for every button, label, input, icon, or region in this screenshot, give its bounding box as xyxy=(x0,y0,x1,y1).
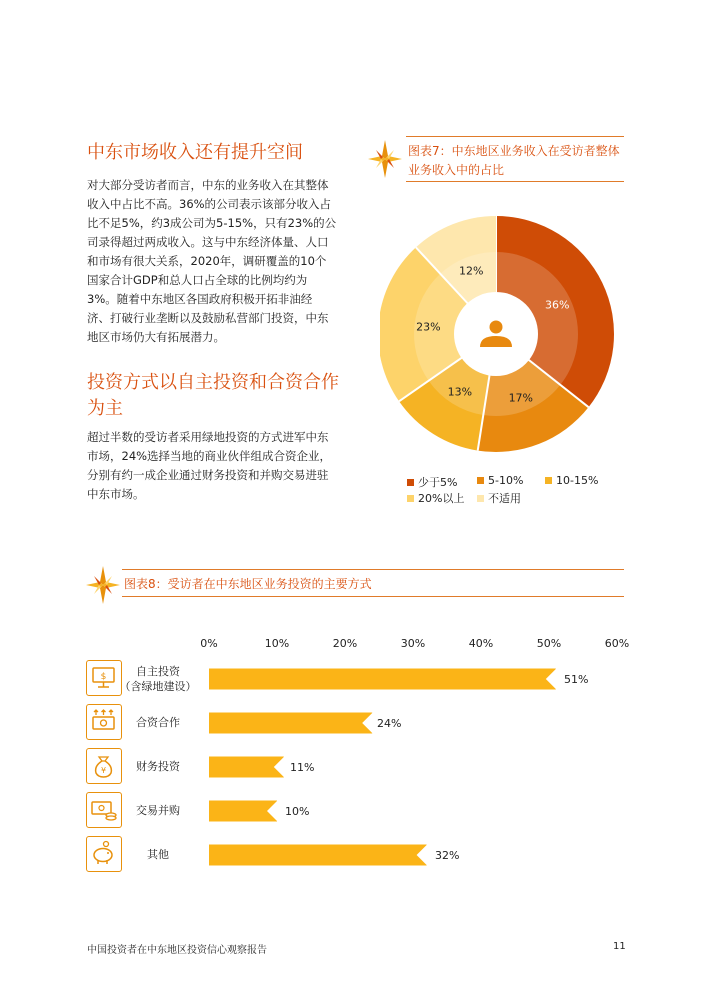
section2-title-line: 投资方式以自主投资和合资合作 xyxy=(87,372,339,393)
footer-page-number: 11 xyxy=(613,941,626,952)
category-label: 其他 xyxy=(147,848,169,861)
bar xyxy=(209,801,277,822)
bar-value-label: 32% xyxy=(435,849,460,862)
legend-label: 10-15% xyxy=(556,474,599,487)
x-tick-label: 30% xyxy=(400,637,426,650)
x-tick-label: 50% xyxy=(536,637,562,650)
category-label-line: （含绿地建设） xyxy=(119,680,197,693)
category-label: 合资合作 xyxy=(136,716,180,729)
section2-line: 超过半数的受访者采用绿地投资的方式进军中东 xyxy=(87,430,329,444)
pie-slice-label: 12% xyxy=(458,264,484,278)
section1-line: 收入中占比不高。36%的公司表示该部分收入占 xyxy=(87,197,332,211)
category-label: 交易并购 xyxy=(136,804,180,817)
bar xyxy=(209,757,284,778)
bar-value-label: 11% xyxy=(290,761,315,774)
bar xyxy=(209,669,556,690)
section2-title-line: 为主 xyxy=(87,398,123,419)
legend-label: 5-10% xyxy=(488,474,524,487)
footer-report-title: 中国投资者在中东地区投资信心观察报告 xyxy=(87,945,267,956)
figure7-title-line: 业务收入中的占比 xyxy=(408,163,505,177)
legend-label: 20%以上 xyxy=(418,492,465,505)
bar-value-label: 10% xyxy=(285,805,310,818)
section1-line: 和市场有很大关系，2020年，调研覆盖的10个 xyxy=(87,254,327,268)
category-label: 财务投资 xyxy=(136,760,180,773)
x-tick-label: 10% xyxy=(264,637,290,650)
figure7-title-line: 图表7：中东地区业务收入在受访者整体 xyxy=(408,144,620,158)
section1-line: 比不足5%，约3成公司为5-15%，只有23%的公 xyxy=(87,216,337,230)
pie-slice-label: 17% xyxy=(508,391,534,405)
section1-line: 司录得超过两成收入。这与中东经济体量、人口 xyxy=(87,235,329,249)
legend-label: 少于5% xyxy=(418,476,458,489)
bar xyxy=(209,713,372,734)
bar-value-label: 51% xyxy=(564,673,589,686)
section1-title: 中东市场收入还有提升空间 xyxy=(87,142,303,163)
x-tick-label: 40% xyxy=(468,637,494,650)
bar-value-label: 24% xyxy=(377,717,402,730)
section1-line: 3%。随着中东地区各国政府积极开拓非油经 xyxy=(87,292,313,306)
section1-line: 济、打破行业垄断以及鼓励私营部门投资，中东 xyxy=(87,311,329,325)
svg-text:$: $ xyxy=(100,672,107,682)
x-tick-label: 20% xyxy=(332,637,358,650)
svg-text:¥: ¥ xyxy=(100,766,107,775)
legend-label: 不适用 xyxy=(488,492,521,505)
x-tick-label: 60% xyxy=(604,637,630,650)
x-tick-label: 0% xyxy=(200,637,218,650)
pie-slice-label: 23% xyxy=(416,320,441,334)
section2-line: 中东市场。 xyxy=(87,487,145,501)
pie-slice-label: 36% xyxy=(544,298,570,312)
category-label-line: 自主投资 xyxy=(136,665,180,678)
figure8-title: 图表8：受访者在中东地区业务投资的主要方式 xyxy=(124,577,372,591)
section1-line: 国家合计GDP和总人口占全球的比例均约为 xyxy=(87,273,308,287)
pie-slice-label: 13% xyxy=(447,385,473,399)
section2-line: 分别有约一成企业通过财务投资和并购交易进驻 xyxy=(87,468,329,482)
bar xyxy=(209,845,427,866)
section1-line: 地区市场仍大有拓展潜力。 xyxy=(87,330,225,344)
section1-line: 对大部分受访者而言，中东的业务收入在其整体 xyxy=(87,178,329,192)
section2-line: 市场，24%选择当地的商业伙伴组成合资企业， xyxy=(87,449,332,463)
